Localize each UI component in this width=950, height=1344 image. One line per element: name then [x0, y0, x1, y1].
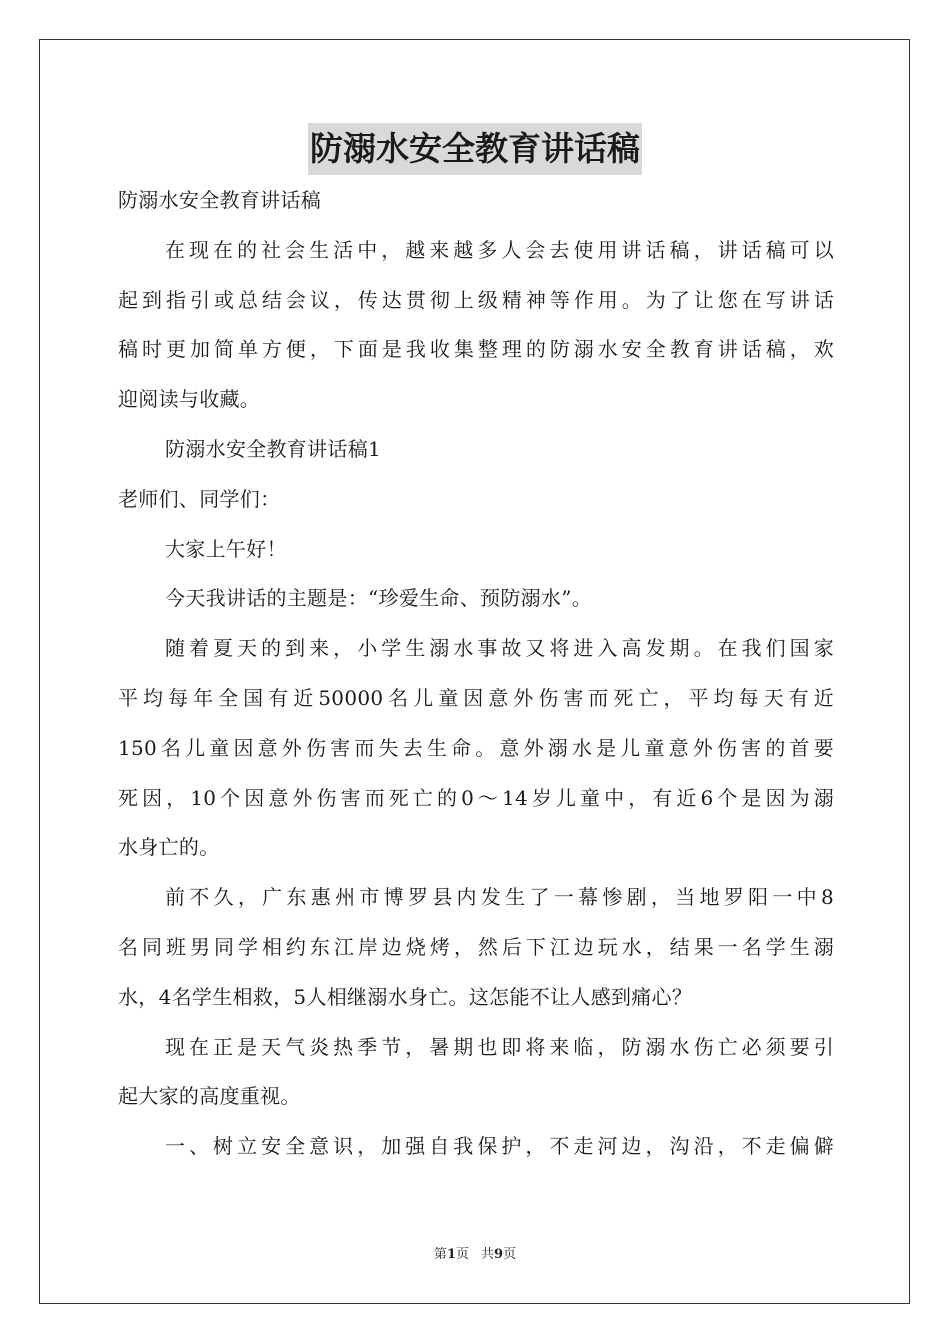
footer-current-page: 1	[446, 1247, 456, 1262]
text-line: 稿时更加简单方便，下面是我收集整理的防溺水安全教育讲话稿，欢	[118, 337, 834, 362]
text-line: 迎阅读与收藏。	[118, 387, 261, 412]
text-line: 老师们、同学们：	[118, 486, 281, 511]
title-container	[0, 123, 950, 175]
text-line: 防溺水安全教育讲话稿	[118, 188, 321, 212]
text-line: 在现在的社会生活中，越来越多人会去使用讲话稿，讲话稿可以	[165, 237, 834, 262]
text-line: 现在正是天气炎热季节，暑期也即将来临，防溺水伤亡必须要引	[165, 1034, 834, 1059]
text-line: 150名儿童因意外伤害而失去生命。意外溺水是儿童意外伤害的首要	[118, 735, 834, 760]
text-line: 水身亡的。	[118, 835, 220, 860]
text-line: 随着夏天的到来，小学生溺水事故又将进入高发期。在我们国家	[165, 636, 834, 661]
text-line: 水，4名学生相救，5人相继溺水身亡。这怎能不让人感到痛心？	[118, 984, 693, 1009]
footer-page-prefix: 第	[433, 1247, 447, 1262]
text-line: 今天我讲话的主题是：“珍爱生命、预防溺水”。	[165, 586, 593, 611]
text-line: 死因，10个因意外伤害而死亡的0～14岁儿童中，有近6个是因为溺	[118, 785, 834, 810]
document-title: 防溺水安全教育讲话稿	[308, 123, 642, 175]
text-line: 起到指引或总结会议，传达贯彻上级精神等作用。为了让您在写讲话	[118, 287, 834, 312]
text-line: 大家上午好！	[165, 536, 287, 561]
text-line: 前不久，广东惠州市博罗县内发生了一幕惨剧，当地罗阳一中8	[165, 885, 834, 910]
document-body	[118, 176, 834, 1172]
text-line: 名同班男同学相约东江岸边烧烤，然后下江边玩水，结果一名学生溺	[118, 934, 834, 959]
footer-page-unit: 页	[455, 1247, 469, 1262]
footer-total-unit: 页	[503, 1247, 517, 1262]
text-line: 起大家的高度重视。	[118, 1084, 301, 1109]
text-line: 平均每年全国有近50000名儿童因意外伤害而死亡，平均每天有近	[118, 685, 834, 710]
footer-total-prefix: 共	[481, 1247, 495, 1262]
footer-total-pages: 9	[494, 1247, 504, 1262]
text-line: 一、树立安全意识，加强自我保护，不走河边，沟沿，不走偏僻	[165, 1134, 834, 1159]
text-line: 防溺水安全教育讲话稿1	[165, 436, 382, 461]
page-footer	[0, 1245, 950, 1265]
